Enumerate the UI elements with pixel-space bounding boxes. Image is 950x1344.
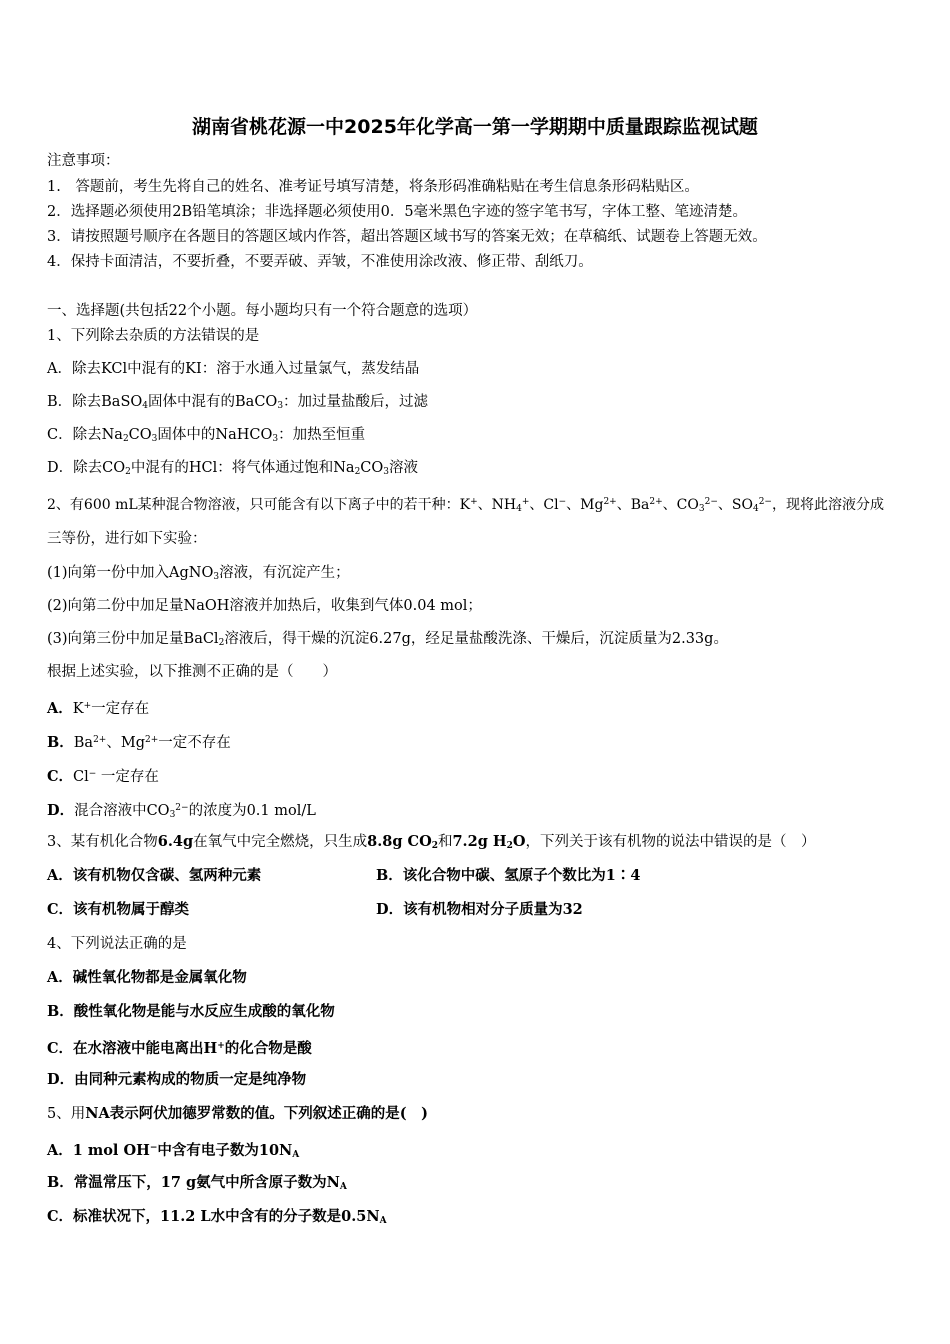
notice-item-1: 1. 答题前，考生先将自己的姓名、准考证号填写清楚，将条形码准确粘贴在考生信息条形码粘贴区。 bbox=[47, 179, 699, 195]
q2-option-d: D．混合溶液中$CO_3^{2-}$的浓度为0.1 mol/L bbox=[47, 802, 316, 820]
q2-option-b: B．$Ba^{2+}$、$Mg^{2+}$一定不存在 bbox=[47, 734, 231, 751]
notice-item-2: 2．选择题必须使用2B铅笔填涂；非选择题必须使用0．5毫米黑色字迹的签字笔书写，字体工整、笔迹清楚。 bbox=[47, 204, 748, 220]
q4-option-b: B．酸性氧化物是能与水反应生成酸的氧化物 bbox=[47, 1003, 335, 1020]
q5-option-c: C．标准状况下，11.2 L水中含有的分子数是$0.5N_A$ bbox=[47, 1208, 387, 1226]
q2-experiment-2: (2)向第二份中加足量NaOH溶液并加热后，收集到气体0.04 mol； bbox=[47, 598, 482, 614]
notice-item-4: 4．保持卡面清洁，不要折叠，不要弄破、弄皱，不准使用涂改液、修正带、刮纸刀。 bbox=[47, 254, 593, 270]
q2-option-a: A．K+一定存在 bbox=[47, 700, 150, 717]
q2-stem: 2、有600 mL某种混合物溶液，只可能含有以下离子中的若干种：K+、$NH_4^+$、Cl−、$Mg^{2+}$、$Ba^{2+}$、$CO_3^{2-}$、$SO_4^{2-}$，现将此溶液分成 bbox=[47, 497, 884, 514]
q4-option-a: A．碱性氧化物都是金属氧化物 bbox=[47, 969, 247, 986]
q1-option-a: A．除去KCl中混有的KI：溶于水通入过量氯气，蒸发结晶 bbox=[47, 361, 420, 377]
notice-heading: 注意事项： bbox=[47, 153, 120, 169]
q5-stem: 5、用NA表示阿伏加德罗常数的值。下列叙述正确的是( ) bbox=[47, 1105, 428, 1122]
q1-stem: 1、下列除去杂质的方法错误的是 bbox=[47, 328, 260, 344]
notice-item-3: 3．请按照题号顺序在各题目的答题区域内作答，超出答题区域书写的答案无效；在草稿纸、试题卷上答题无效。 bbox=[47, 229, 767, 245]
q2-option-c: C．Cl− 一定存在 bbox=[47, 768, 159, 785]
q3-option-a: A．该有机物仅含碳、氢两种元素 bbox=[47, 867, 262, 884]
q3-stem: 3、某有机化合物6.4g在氧气中完全燃烧，只生成8.8g $CO_2$和7.2g $H_2O$，下列关于该有机物的说法中错误的是（ ） bbox=[47, 833, 816, 851]
q3-option-d: D．该有机物相对分子质量为32 bbox=[376, 901, 583, 918]
q3-option-c: C．该有机物属于醇类 bbox=[47, 901, 190, 918]
q4-option-d: D．由同种元素构成的物质一定是纯净物 bbox=[47, 1071, 307, 1088]
q1-option-d: D．除去$CO_2$中混有的HCl：将气体通过饱和$Na_2CO_3$溶液 bbox=[47, 460, 419, 477]
q5-option-a: A．1 mol OH−中含有电子数为$10N_A$ bbox=[47, 1142, 300, 1160]
q2-experiment-1: (1)向第一份中加入AgNO$_3$溶液，有沉淀产生； bbox=[47, 565, 350, 582]
q2-experiment-3: (3)向第三份中加足量BaCl$_2$溶液后，得干燥的沉淀6.27g，经足量盐酸洗涤、干燥后，沉淀质量为2.33g。 bbox=[47, 631, 728, 648]
q4-stem: 4、下列说法正确的是 bbox=[47, 936, 187, 952]
q1-option-b: B．除去BaSO$_4$固体中混有的BaCO$_3$：加过量盐酸后，过滤 bbox=[47, 394, 429, 411]
q2-question: 根据上述实验，以下推测不正确的是（ ） bbox=[47, 664, 337, 680]
q1-option-c: C．除去$Na_2CO_3$固体中的NaHCO$_3$：加热至恒重 bbox=[47, 427, 366, 444]
q4-option-c: C．在水溶液中能电离出H+的化合物是酸 bbox=[47, 1040, 312, 1057]
q3-option-b: B．该化合物中碳、氢原子个数比为1∶4 bbox=[376, 867, 641, 884]
page-title: 湖南省桃花源一中2025年化学高一第一学期期中质量跟踪监视试题 bbox=[192, 116, 758, 138]
section-heading: 一、选择题(共包括22个小题。每小题均只有一个符合题意的选项） bbox=[47, 303, 478, 319]
q5-option-b: B．常温常压下，17 g氨气中所含原子数为$N_A$ bbox=[47, 1174, 347, 1192]
q2-stem-line2: 三等份，进行如下实验： bbox=[47, 531, 207, 547]
